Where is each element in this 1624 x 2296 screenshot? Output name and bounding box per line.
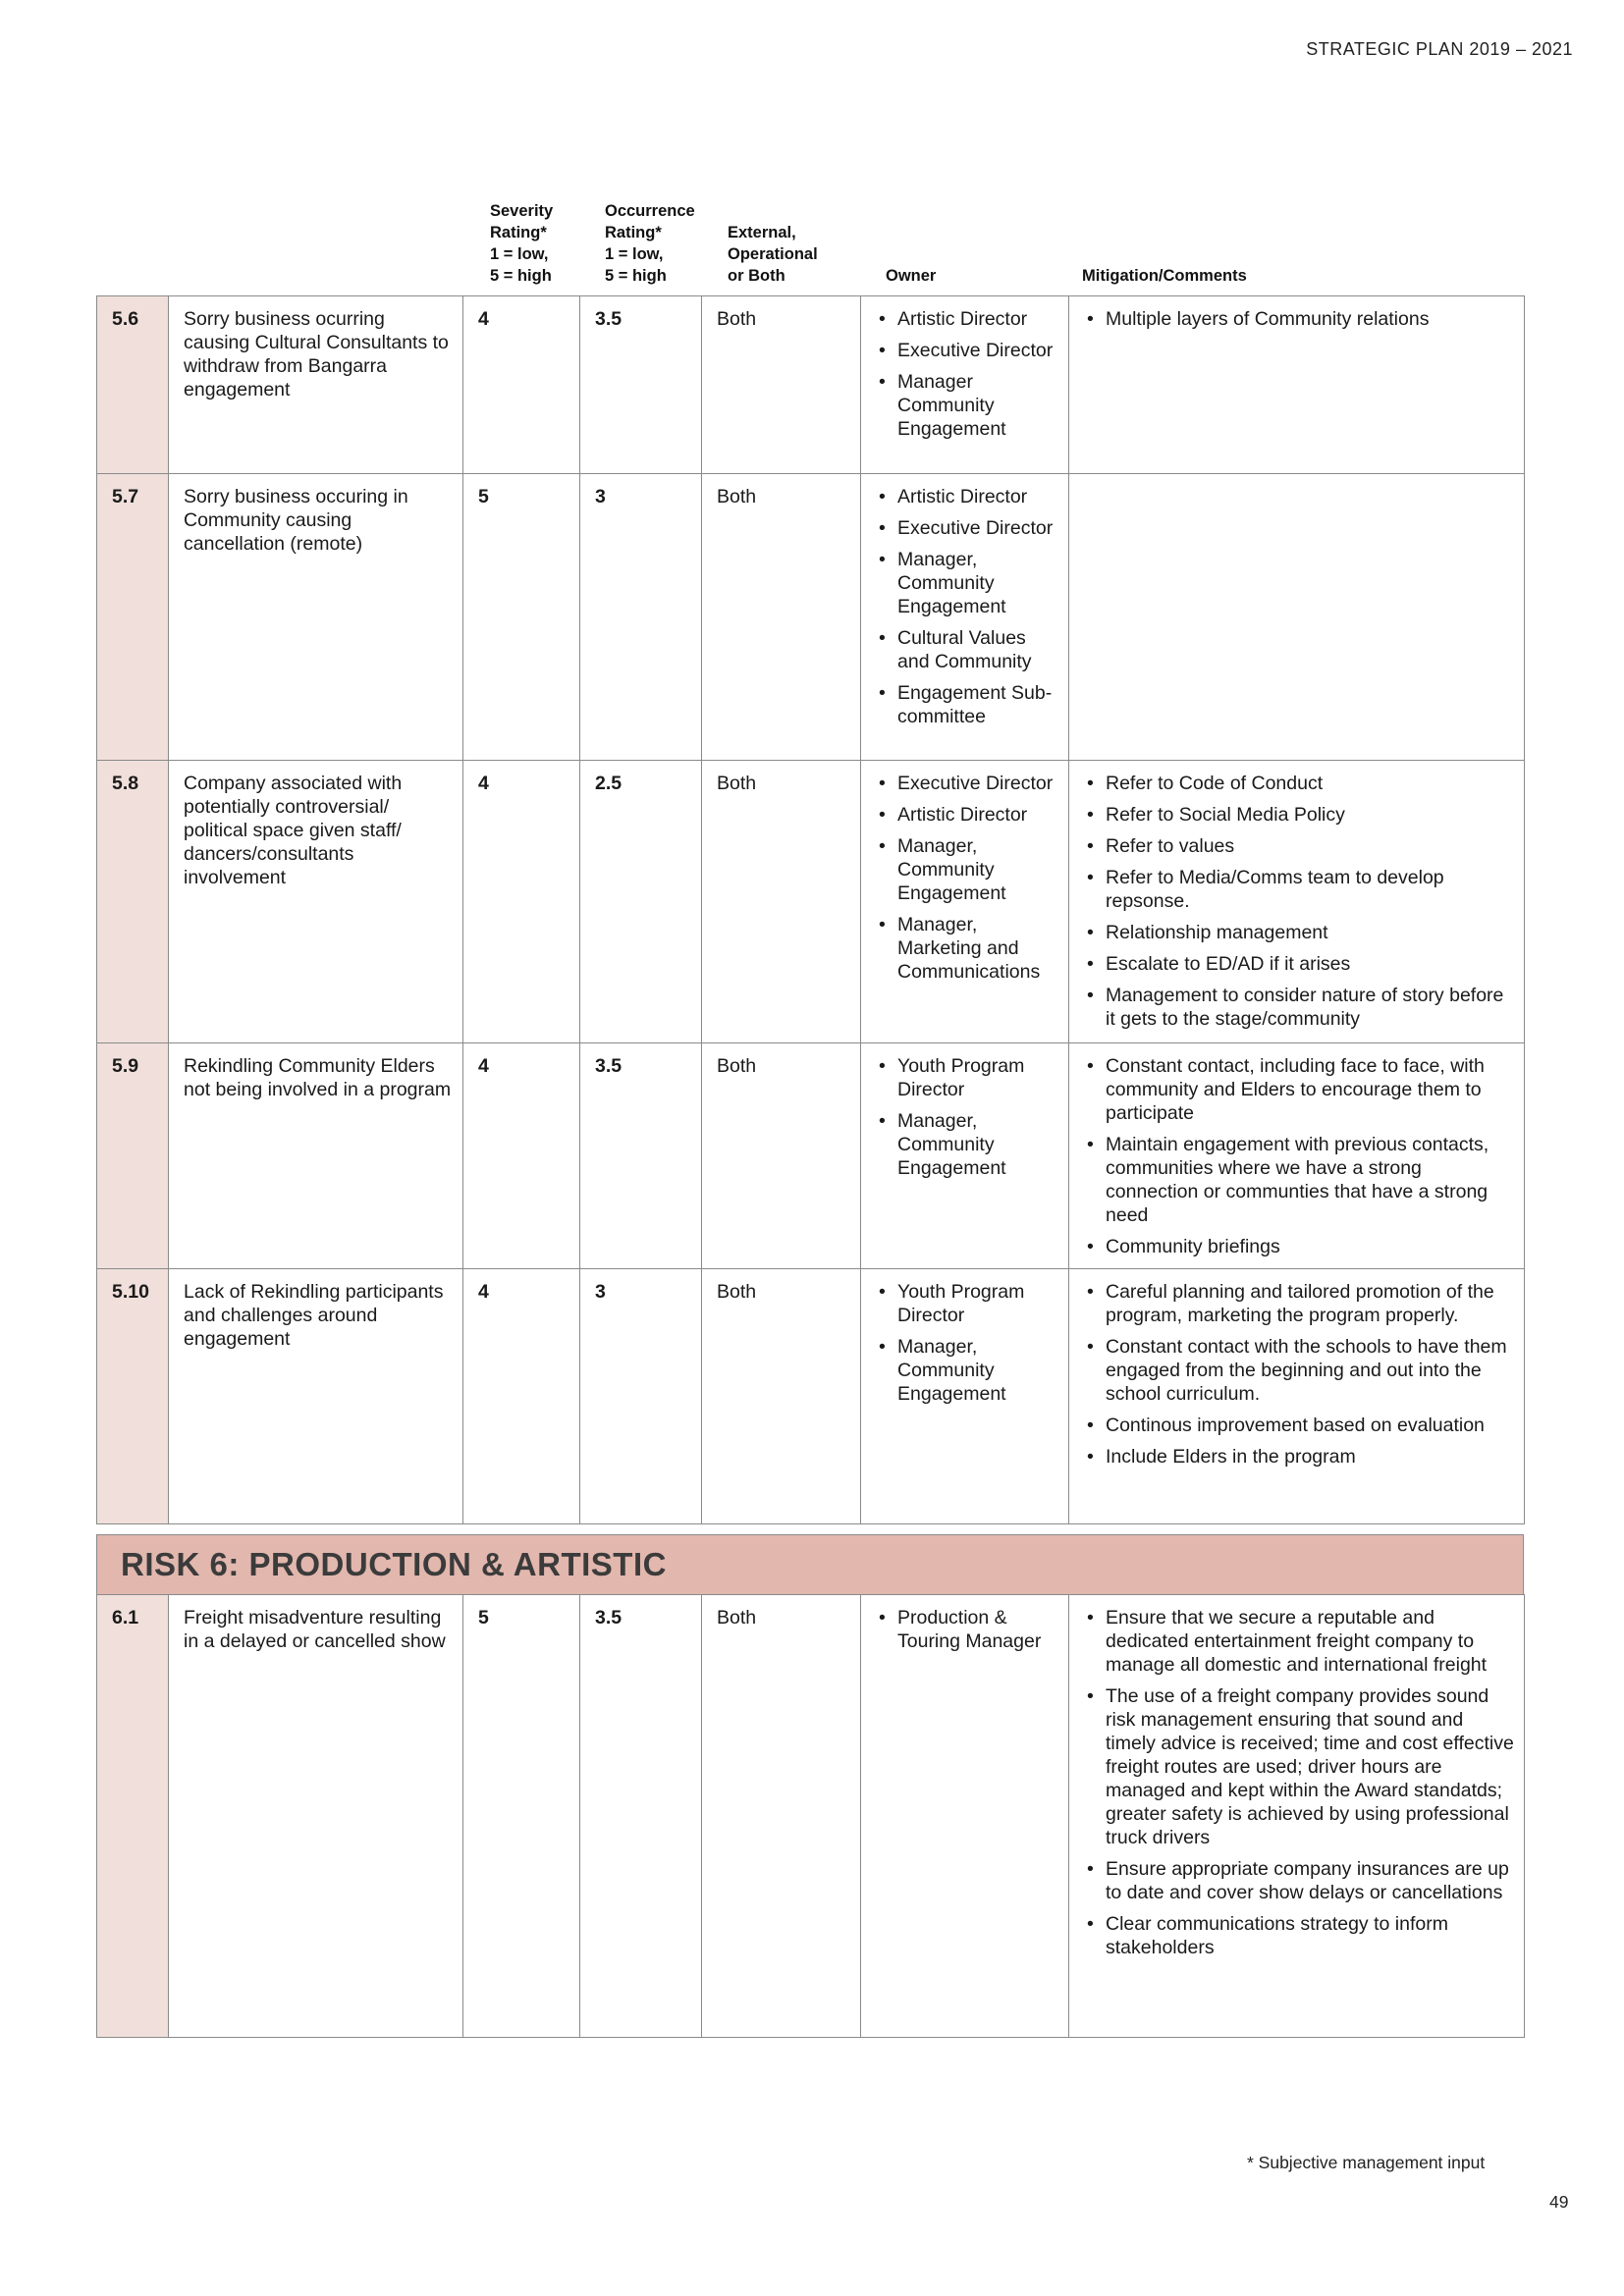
owner-list [876, 1054, 1058, 1180]
risk-description: Sorry business ocurring causing Cultural Consultants to withdraw from Bangarra engagement [169, 296, 463, 474]
risk-description: Freight misadventure resulting in a delayed or cancelled show [169, 1595, 463, 2038]
mitigation-item: • Relationship management [1084, 921, 1514, 944]
mitigation-item: • Clear communications strategy to inform stakeholders [1084, 1912, 1514, 1959]
risk-id: 5.7 [97, 474, 169, 761]
mitigation-item: • Maintain engagement with previous contacts, communities where we have a strong connection or communties that have a strong need [1084, 1133, 1514, 1227]
risk-row [97, 761, 1525, 1043]
mitigation-item: • Multiple layers of Community relations [1084, 307, 1514, 331]
owner-item: • Artistic Director [876, 307, 1058, 331]
owner-list [876, 485, 1058, 728]
owner-list-cell [861, 1043, 1069, 1269]
risk-type: Both [702, 1269, 861, 1524]
mitigation-item: • Constant contact with the schools to have them engaged from the beginning and out into the school curriculum. [1084, 1335, 1514, 1406]
owner-list [876, 1606, 1058, 1653]
occurrence-rating: 3 [580, 1269, 702, 1524]
mitigation-list-cell [1069, 761, 1525, 1043]
mitigation-item: • Refer to values [1084, 834, 1514, 858]
occurrence-rating: 2.5 [580, 761, 702, 1043]
owner-item: • Youth Program Director [876, 1054, 1058, 1101]
occurrence-rating: 3.5 [580, 1043, 702, 1269]
owner-list [876, 772, 1058, 984]
risk-6-section-banner: RISK 6: PRODUCTION & ARTISTIC [96, 1534, 1524, 1595]
mitigation-list [1084, 1606, 1514, 1959]
mitigation-list-cell [1069, 1269, 1525, 1524]
owner-item: • Executive Director [876, 516, 1058, 540]
risk-id: 5.10 [97, 1269, 169, 1524]
owner-header: Owner [886, 267, 937, 285]
risk-row [97, 1595, 1525, 2038]
owner-item: • Manager, Community Engagement [876, 1335, 1058, 1406]
severity-rating: 5 [463, 474, 580, 761]
risk-type: Both [702, 761, 861, 1043]
owner-list [876, 1280, 1058, 1406]
risk-id: 5.8 [97, 761, 169, 1043]
owner-item: • Youth Program Director [876, 1280, 1058, 1327]
risk-id: 5.9 [97, 1043, 169, 1269]
mitigation-list-cell [1069, 474, 1525, 761]
severity-rating: 4 [463, 1043, 580, 1269]
occurrence-rating: 3.5 [580, 1595, 702, 2038]
severity-rating: 4 [463, 296, 580, 474]
owner-item: • Executive Director [876, 772, 1058, 795]
risk-id: 6.1 [97, 1595, 169, 2038]
severity-rating: 5 [463, 1595, 580, 2038]
severity-rating-header: Severity Rating* 1 = low, 5 = high [490, 202, 554, 285]
owner-list-cell [861, 1595, 1069, 2038]
risk-row [97, 296, 1525, 474]
owner-item: • Manager Community Engagement [876, 370, 1058, 441]
mitigation-item: • Continous improvement based on evaluation [1084, 1414, 1514, 1437]
mitigation-item: • Refer to Social Media Policy [1084, 803, 1514, 827]
column-headers [96, 194, 1522, 287]
owner-item: • Executive Director [876, 339, 1058, 362]
severity-rating: 4 [463, 761, 580, 1043]
mitigation-item: • Refer to Code of Conduct [1084, 772, 1514, 795]
mitigation-item: • Management to consider nature of story before it gets to the stage/community [1084, 984, 1514, 1031]
mitigation-header: Mitigation/Comments [1082, 267, 1247, 285]
owner-list-cell [861, 296, 1069, 474]
occurrence-rating: 3 [580, 474, 702, 761]
running-head: STRATEGIC PLAN 2019 – 2021 [1306, 39, 1573, 59]
risk-id: 5.6 [97, 296, 169, 474]
owner-list-cell [861, 1269, 1069, 1524]
owner-list-cell [861, 474, 1069, 761]
owner-list-cell [861, 761, 1069, 1043]
owner-item: • Production & Touring Manager [876, 1606, 1058, 1653]
mitigation-list [1084, 307, 1514, 331]
severity-rating: 4 [463, 1269, 580, 1524]
risk-type: Both [702, 1043, 861, 1269]
mitigation-item: • Ensure that we secure a reputable and dedicated entertainment freight company to manage all domestic and international freight [1084, 1606, 1514, 1677]
occurrence-rating: 3.5 [580, 296, 702, 474]
owner-item: • Cultural Values and Community [876, 626, 1058, 673]
mitigation-item: • The use of a freight company provides sound risk management ensuring that sound and timely advice is received; time and cost effective freight routes are used; driver hours are managed and kept within the Award standatds; greater safety is achieved by using professional truck drivers [1084, 1684, 1514, 1849]
risk-type-header: External, Operational or Both [728, 224, 818, 285]
risk-description: Sorry business occuring in Community causing cancellation (remote) [169, 474, 463, 761]
mitigation-list-cell [1069, 1595, 1525, 2038]
owner-item: • Manager, Community Engagement [876, 548, 1058, 618]
owner-item: • Manager, Community Engagement [876, 834, 1058, 905]
mitigation-item: • Escalate to ED/AD if it arises [1084, 952, 1514, 976]
owner-list [876, 307, 1058, 441]
risk-type: Both [702, 296, 861, 474]
risk-table-section-5 [96, 295, 1525, 1524]
owner-item: • Artistic Director [876, 803, 1058, 827]
mitigation-item: • Ensure appropriate company insurances are up to date and cover show delays or cancellations [1084, 1857, 1514, 1904]
risk-description: Lack of Rekindling participants and challenges around engagement [169, 1269, 463, 1524]
risk-row [97, 474, 1525, 761]
mitigation-item: • Careful planning and tailored promotion of the program, marketing the program properly. [1084, 1280, 1514, 1327]
mitigation-list-cell [1069, 1043, 1525, 1269]
footnote: * Subjective management input [1247, 2153, 1486, 2172]
risk-type: Both [702, 474, 861, 761]
mitigation-list [1084, 1280, 1514, 1468]
risk-description: Company associated with potentially controversial/ political space given staff/ dancers/consultants involvement [169, 761, 463, 1043]
owner-item: • Engagement Sub-committee [876, 681, 1058, 728]
risk-type: Both [702, 1595, 861, 2038]
mitigation-item: • Community briefings [1084, 1235, 1514, 1258]
mitigation-item: • Include Elders in the program [1084, 1445, 1514, 1468]
owner-item: • Artistic Director [876, 485, 1058, 508]
mitigation-list [1084, 1054, 1514, 1258]
page-number: 49 [1549, 2192, 1569, 2212]
owner-item: • Manager, Community Engagement [876, 1109, 1058, 1180]
owner-item: • Manager, Marketing and Communications [876, 913, 1058, 984]
risk-row [97, 1269, 1525, 1524]
risk-table-section-6 [96, 1594, 1525, 2038]
mitigation-item: • Refer to Media/Comms team to develop repsonse. [1084, 866, 1514, 913]
risk-description: Rekindling Community Elders not being involved in a program [169, 1043, 463, 1269]
mitigation-list-cell [1069, 296, 1525, 474]
mitigation-item: • Constant contact, including face to face, with community and Elders to encourage them to participate [1084, 1054, 1514, 1125]
mitigation-list [1084, 772, 1514, 1031]
risk-row [97, 1043, 1525, 1269]
occurrence-rating-header: Occurrence Rating* 1 = low, 5 = high [605, 202, 695, 285]
